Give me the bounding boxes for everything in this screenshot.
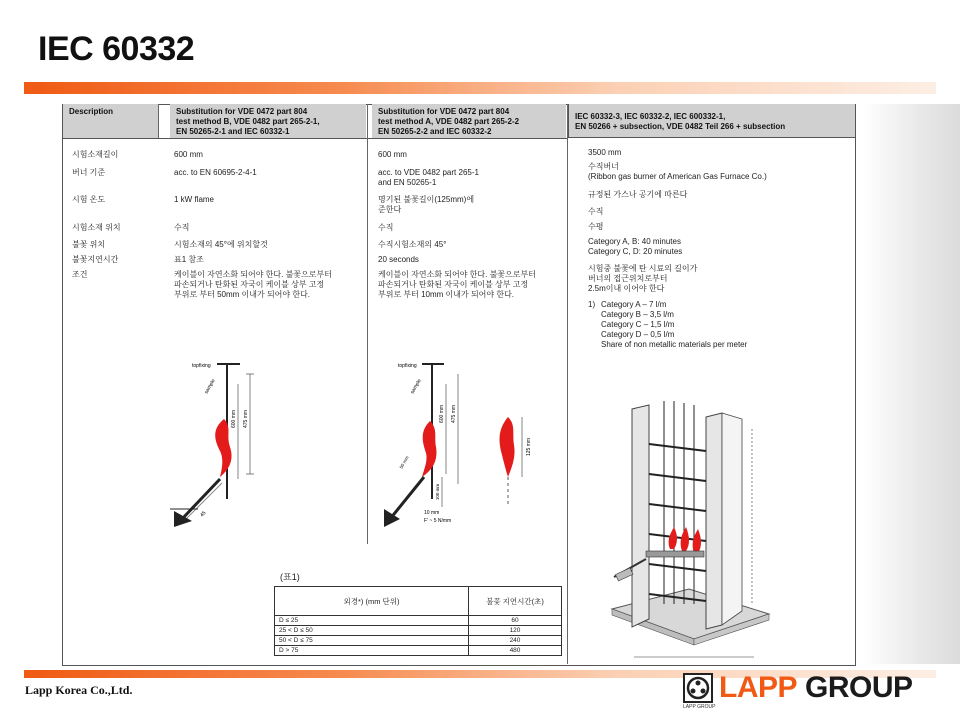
row-label-burner: 버너 기준 <box>72 168 106 177</box>
diagram1-dim-475: 475 mm <box>243 409 249 429</box>
lapp-group-logo <box>683 668 913 708</box>
flame-icon <box>422 421 436 477</box>
col1-flame-position: 시험소재의 45°에 위치할것 <box>174 240 268 249</box>
diagram2-topfixing: topfixing <box>398 363 417 369</box>
flame-icon <box>669 527 677 549</box>
col2-temp: 명기된 불꽃길이(125mm)에 준한다 <box>378 195 475 214</box>
table-row: 25 < D ≤ 50 120 <box>275 626 562 636</box>
col1-temp: 1 kW flame <box>174 195 215 204</box>
table-row: D > 75 480 <box>275 646 562 656</box>
col1-delay: 표1 참조 <box>174 255 204 264</box>
diagram2-dim-125: 125 mm <box>526 437 532 457</box>
lapp-logo-mark-icon <box>683 673 716 710</box>
diagram2-sample: sample <box>409 378 423 395</box>
diagram1-angle: 45 <box>199 510 208 519</box>
diagram2-dim-600: 600 mm <box>439 404 445 424</box>
row-label-delay: 불꽃지연시간 <box>72 255 119 264</box>
divider-2 <box>367 104 368 544</box>
table-row: 50 < D ≤ 75 240 <box>275 636 562 646</box>
diagram-1-test-setup <box>162 359 282 529</box>
diagram1-topfixing: topfixing <box>192 363 211 369</box>
logo-lapp: LAPP <box>719 671 798 704</box>
diagram2-dim-50: 50 mm <box>398 455 410 470</box>
diagram2-dim-100: 100 mm <box>435 483 440 501</box>
col3-position: 수직 <box>588 207 604 216</box>
row-label-position: 시험소재 위치 <box>72 223 121 232</box>
divider-1 <box>158 104 159 138</box>
flame-icon <box>215 419 231 477</box>
col3-categories: Category A – 7 l/m Category B – 3,5 l/m Category C – 1,5 l/m Category D – 0,5 l/m Share of non metallic materials per meter <box>601 300 748 349</box>
col3-burner: 수직버너 (Ribbon gas burner of American Gas Furnace Co.) <box>588 162 767 181</box>
col2-condition: 케이블이 자연소화 되어야 한다. 불꽃으로부터 파손되거나 탄화된 자국이 케이블 상부 고정 부위로 부터 10mm 이내가 되어야 한다. <box>378 270 536 299</box>
col3-categories-num: 1) <box>588 300 596 309</box>
col2-burner: acc. to VDE 0482 part 265-1 and EN 50265-1 <box>378 168 479 187</box>
header-col3: IEC 60332-3, IEC 60332-2, IEC 600332-1, EN 50266 + subsection, VDE 0482 Teil 266 + subsection <box>568 104 855 138</box>
header-col1: Substitution for VDE 0472 part 804 test method B, VDE 0482 part 265-2-1, EN 50265-2-1 and IEC 60332-1 <box>170 104 366 138</box>
col1-burner: acc. to EN 60695-2-4-1 <box>174 168 257 177</box>
diagram2-dim-475: 475 mm <box>451 404 457 424</box>
col3-temp: 규정된 가스나 공기에 따른다 <box>588 190 688 199</box>
col3-flame-position: 수평 <box>588 222 604 231</box>
col2-delay: 20 seconds <box>378 255 419 264</box>
logo-subtext: LAPP GROUP <box>683 704 716 710</box>
diagram2-note: F' ~ 5 N/mm <box>424 518 452 524</box>
diagram2-dim-10: 10 mm <box>424 510 440 516</box>
col1-position: 수직 <box>174 223 190 232</box>
row-label-flame-position: 불꽃 위치 <box>72 240 106 249</box>
diagram-3-ladder-rig <box>594 389 804 664</box>
table-header-row <box>275 587 562 616</box>
col1-length: 600 mm <box>174 150 203 159</box>
header-divider <box>63 138 568 139</box>
col3-length: 3500 mm <box>588 148 622 157</box>
flame-icon <box>500 417 515 477</box>
diagram1-dim-600: 600 mm <box>231 409 237 429</box>
logo-group: GROUP <box>805 671 913 704</box>
header-description: Description <box>63 104 158 138</box>
header-col2: Substitution for VDE 0472 part 804 test method A, VDE 0482 part 265-2-2 EN 50265-2-2 and IEC 60332-2 <box>372 104 566 138</box>
col3-condition: 시험중 불꽃에 탄 시료의 길이가 버너의 접근위치로부터 2.5m이내 이어야 한다 <box>588 264 698 293</box>
divider-3 <box>567 104 568 664</box>
diagram1-sample: sample <box>203 378 217 395</box>
table-row: D ≤ 25 60 <box>275 616 562 626</box>
table1-caption: (표1) <box>280 572 300 582</box>
decorative-gray-band <box>862 104 960 664</box>
col1-condition: 케이블이 자연소화 되어야 한다. 불꽃으로부터 파손되거나 탄화된 자국이 케이블 상부 고정 부위로 부터 50mm 이내가 되어야 한다. <box>174 270 332 299</box>
row-label-length: 시험소재길이 <box>72 150 119 159</box>
header-accent-bar <box>24 82 936 94</box>
table-header-diameter: 외경*) (mm 단위) <box>275 587 469 616</box>
row-label-condition: 조건 <box>72 270 88 279</box>
comparison-document <box>62 104 856 666</box>
row-label-temp: 시험 온도 <box>72 195 106 204</box>
col2-position: 수직 <box>378 223 394 232</box>
company-name: Lapp Korea Co.,Ltd. <box>25 683 133 697</box>
flame-icon <box>681 527 689 551</box>
table-header-delay: 불꽃 지연시간(초) <box>469 587 562 616</box>
col3-delay: Category A, B: 40 minutes Category C, D: 20 minutes <box>588 237 683 256</box>
page-title: IEC 60332 <box>38 30 195 68</box>
col2-flame-position: 수직시험소재의 45° <box>378 240 447 249</box>
diagram-2-test-setup <box>380 359 560 529</box>
col2-length: 600 mm <box>378 150 407 159</box>
flame-delay-table <box>274 586 562 656</box>
